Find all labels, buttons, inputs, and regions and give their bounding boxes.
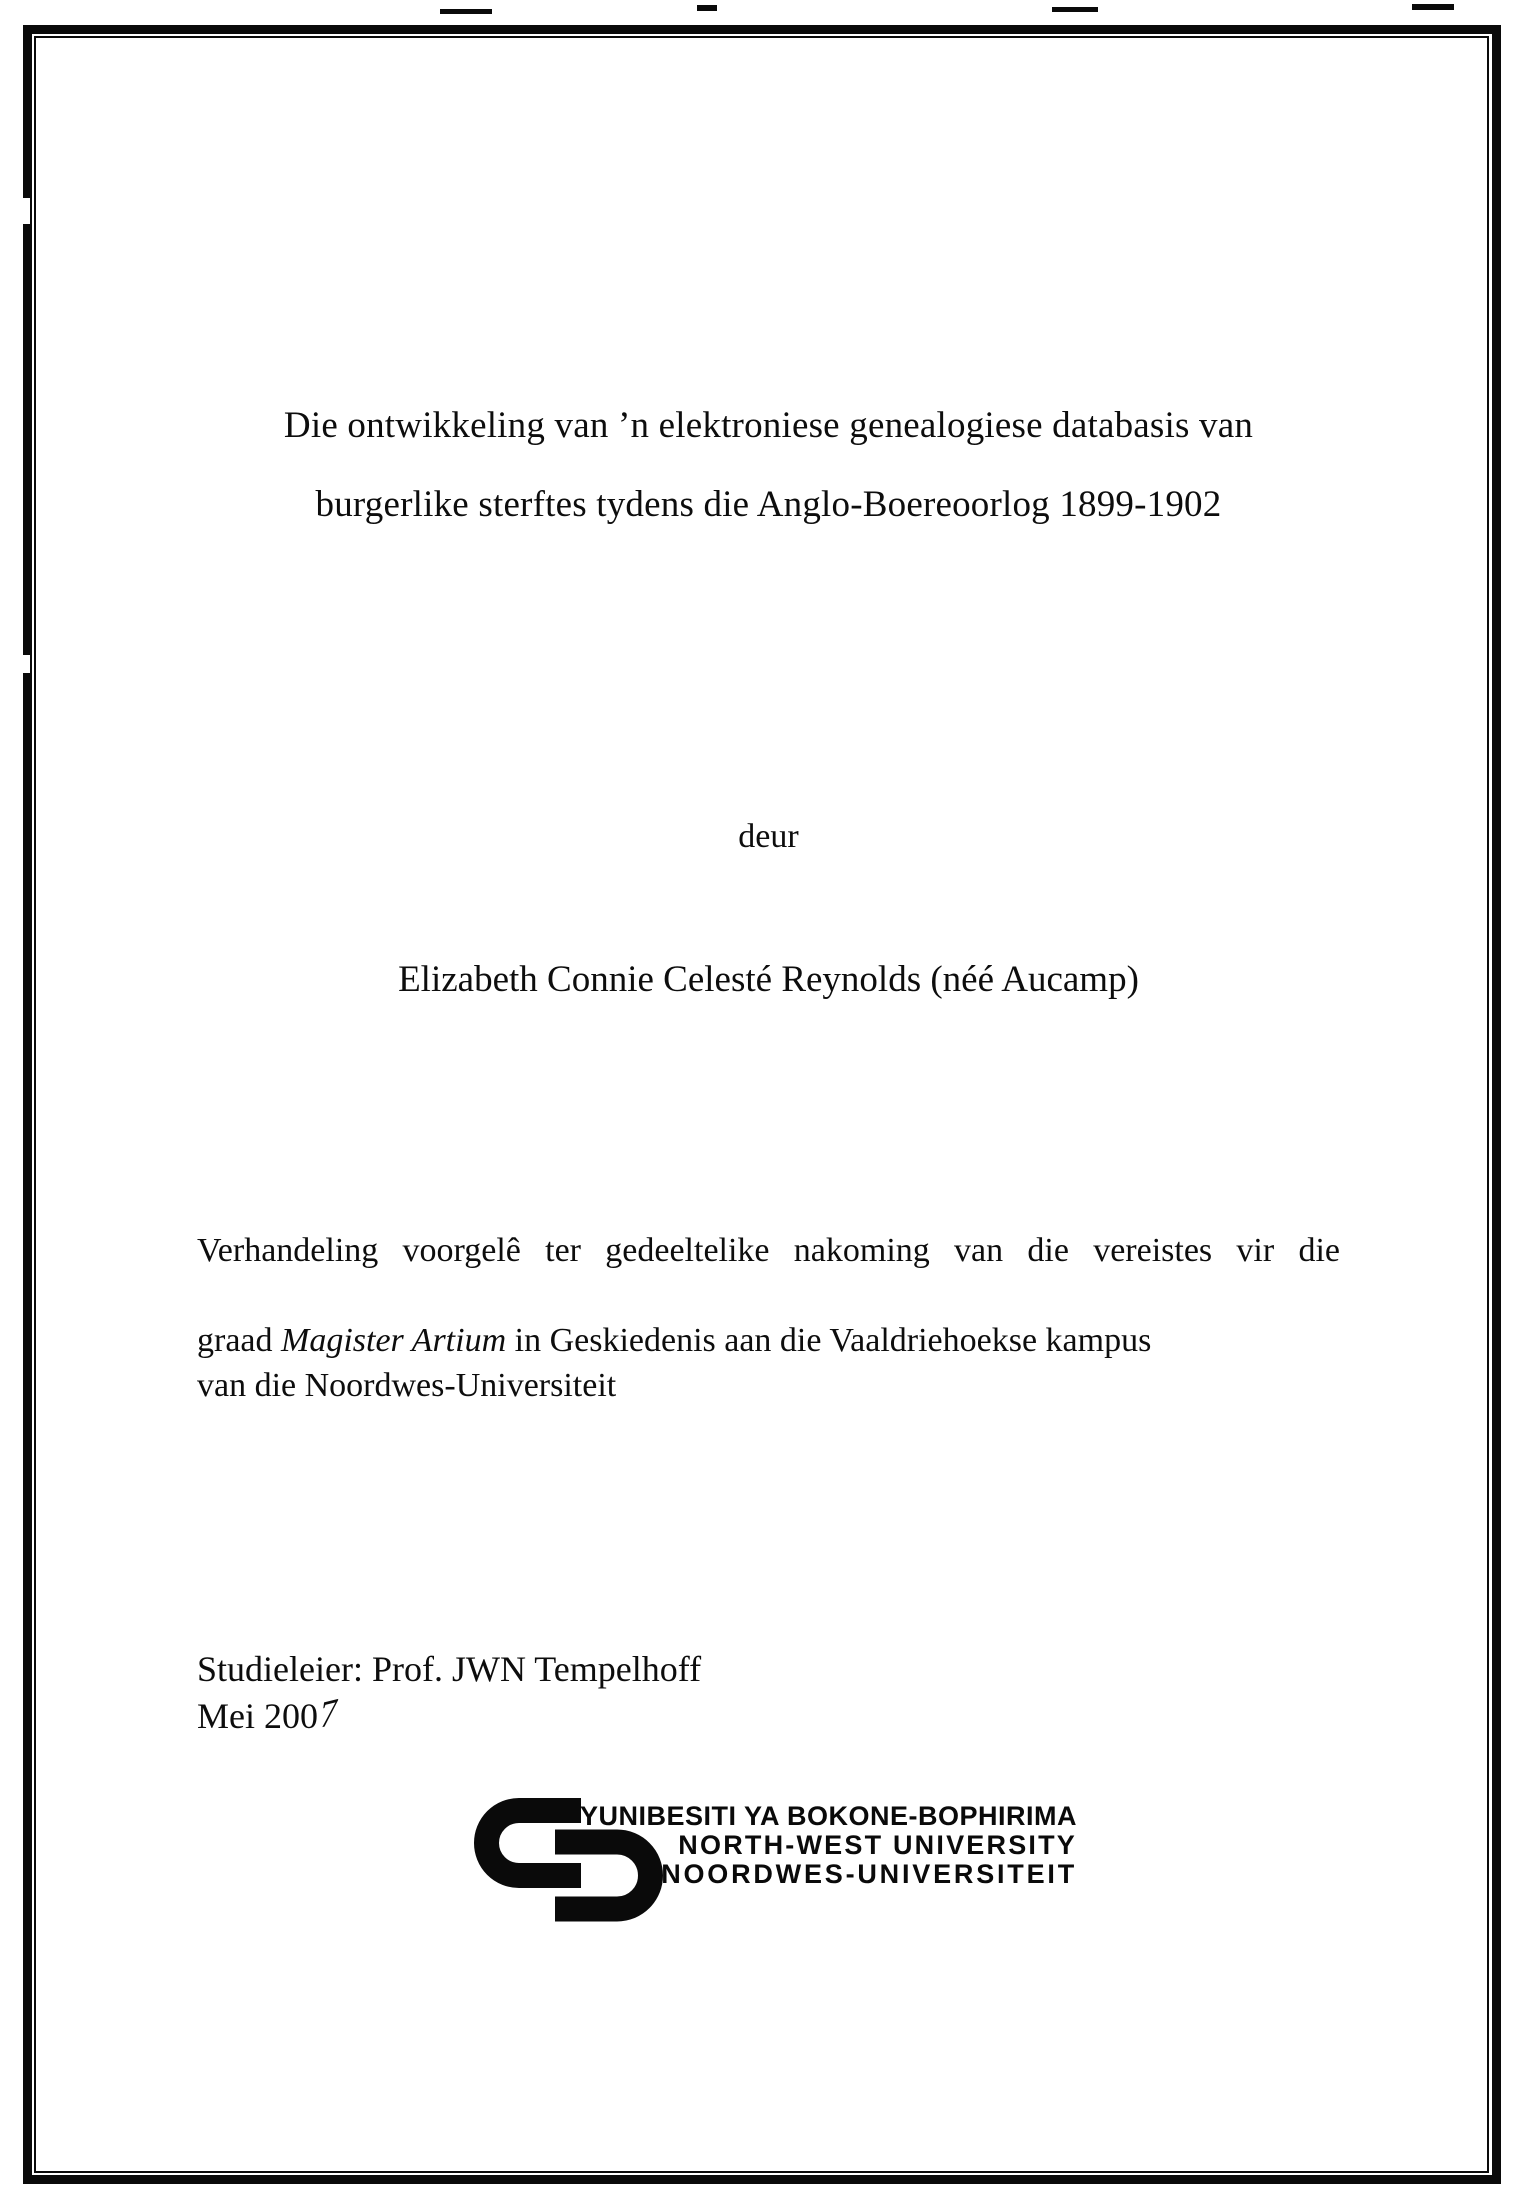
logo-line-english: NORTH-WEST UNIVERSITY bbox=[678, 1830, 1077, 1860]
scan-artifact bbox=[22, 198, 30, 224]
date-line: Mei 2007 bbox=[197, 1693, 1340, 1740]
logo-line-afrikaans: NOORDWES-UNIVERSITEIT bbox=[661, 1859, 1077, 1889]
thesis-title-line1: Die ontwikkeling van ’n elektroniese genealogiese databasis van bbox=[283, 405, 1254, 446]
degree-statement bbox=[197, 1228, 1340, 1408]
scan-artifact bbox=[1412, 4, 1454, 10]
thesis-title bbox=[197, 386, 1340, 544]
supervisor-line: Studieleier: Prof. JWN Tempelhoff bbox=[197, 1649, 702, 1689]
distorted-digit: 7 bbox=[317, 1689, 341, 1737]
university-logo-text bbox=[577, 1802, 1077, 1889]
byline: deur bbox=[738, 818, 799, 855]
author-name: Elizabeth Connie Celesté Reynolds (néé Aucamp) bbox=[398, 959, 1139, 1000]
thesis-title-line2: burgerlike sterftes tydens die Anglo-Boereoorlog 1899-1902 bbox=[315, 484, 1222, 525]
page-content bbox=[197, 0, 1340, 2206]
degree-statement-line2: graad Magister Artium in Geskiedenis aan die Vaaldriehoekse kampus bbox=[197, 1322, 1152, 1359]
scan-artifact bbox=[22, 655, 30, 673]
degree-statement-line3: van die Noordwes-Universiteit bbox=[197, 1367, 617, 1404]
supervisor-block bbox=[197, 1646, 1340, 1740]
degree-name: Magister Artium bbox=[281, 1322, 507, 1359]
logo-line-setswana: YUNIBESITI YA BOKONE-BOPHIRIMA bbox=[579, 1801, 1077, 1831]
degree-statement-line1: Verhandeling voorgelê ter gedeeltelike nakoming van die vereistes vir die bbox=[197, 1232, 1340, 1269]
university-logo bbox=[197, 1796, 1340, 1936]
